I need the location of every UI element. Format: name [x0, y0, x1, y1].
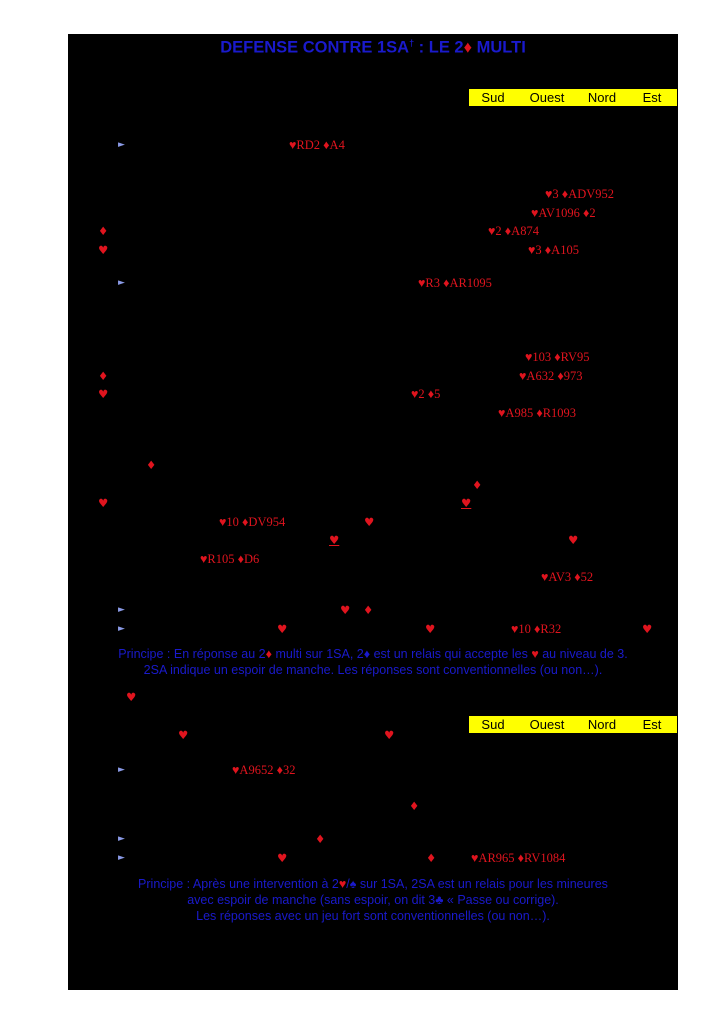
seat-north: Nord [587, 90, 617, 105]
bullet-triangle-icon: ► [118, 834, 125, 844]
diamond-icon: ♦ [315, 832, 326, 846]
seat-south: Sud [481, 90, 505, 105]
bullet-triangle-icon: ► [118, 278, 125, 288]
heart-icon: ♥ [384, 728, 395, 742]
hand-holding: ♥3 ♦ADV952 [545, 187, 615, 201]
diamond-icon: ♦ [146, 458, 157, 472]
bullet-triangle-icon: ► [118, 140, 125, 150]
bidding-header-1 [469, 89, 677, 106]
heart-icon: ♥ [277, 622, 288, 636]
heart-icon: ♥ [461, 496, 472, 510]
principle-note-2: Principe : Après une intervention à 2♥/♠ sur 1SA, 2SA est un relais pour les mineures avec espoir de manche (sans espoir, on dit 3♣ « Passe ou corrige). Les réponses avec un jeu fort sont conventionnelles (ou non…). [138, 877, 608, 923]
heart-icon: ♥ [98, 387, 109, 401]
seat-south: Sud [481, 717, 505, 732]
bullet-triangle-icon: ► [118, 853, 125, 863]
heart-icon: ♥ [642, 622, 653, 636]
hand-holding: ♥RD2 ♦A4 [289, 138, 345, 152]
bidding-header-2 [469, 716, 677, 733]
diamond-icon: ♦ [98, 224, 109, 238]
hand-holding: ♥A985 ♦R1093 [498, 406, 577, 420]
hand-holding: ♥103 ♦RV95 [525, 350, 590, 364]
hand-holding: ♥R105 ♦D6 [200, 552, 260, 566]
diamond-icon: ♦ [472, 478, 483, 492]
hand-holding: ♥2 ♦5 [411, 387, 441, 401]
heart-icon: ♥ [425, 622, 436, 636]
heart-icon: ♥ [126, 690, 137, 704]
heart-icon: ♥ [98, 496, 109, 510]
hand-holding: ♥A9652 ♦32 [232, 763, 296, 777]
document-page [68, 34, 678, 990]
bullet-triangle-icon: ► [118, 624, 125, 634]
heart-icon: ♥ [329, 533, 340, 547]
heart-icon: ♥ [277, 851, 288, 865]
diamond-icon: ♦ [363, 603, 374, 617]
heart-icon: ♥ [98, 243, 109, 257]
hand-holding: ♥10 ♦DV954 [219, 515, 286, 529]
bullet-triangle-icon: ► [118, 765, 125, 775]
hand-holding: ♥R3 ♦AR1095 [418, 276, 492, 290]
hand-holding: ♥2 ♦A874 [488, 224, 539, 238]
diamond-icon: ♦ [463, 38, 473, 57]
heart-icon: ♥ [364, 515, 375, 529]
diamond-icon: ♦ [98, 369, 109, 383]
diamond-icon: ♦ [409, 799, 420, 813]
heart-icon: ♥ [568, 533, 579, 547]
hand-holding: ♥10 ♦R32 [511, 622, 562, 636]
seat-east: Est [642, 717, 662, 732]
seat-west: Ouest [529, 90, 565, 105]
seat-west: Ouest [529, 717, 565, 732]
heart-icon: ♥ [340, 603, 351, 617]
diamond-icon: ♦ [426, 851, 437, 865]
hand-holding: ♥A632 ♦973 [519, 369, 583, 383]
seat-north: Nord [587, 717, 617, 732]
hand-holding: ♥AV1096 ♦2 [531, 206, 596, 220]
hand-holding: ♥AR965 ♦RV1084 [471, 851, 566, 865]
principle-note-1: Principe : En réponse au 2♦ multi sur 1SA, 2♦ est un relais qui accepte les ♥ au niveau de 3. 2SA indique un espoir de manche. Les réponses sont conventionnelles (ou non…). [118, 647, 628, 677]
hand-holding: ♥3 ♦A105 [528, 243, 579, 257]
seat-east: Est [642, 90, 662, 105]
hand-holding: ♥AV3 ♦52 [541, 570, 594, 584]
bullet-triangle-icon: ► [118, 605, 125, 615]
page-title: DEFENSE CONTRE 1SA† : LE 2♦ MULTI [220, 38, 526, 57]
heart-icon: ♥ [178, 728, 189, 742]
